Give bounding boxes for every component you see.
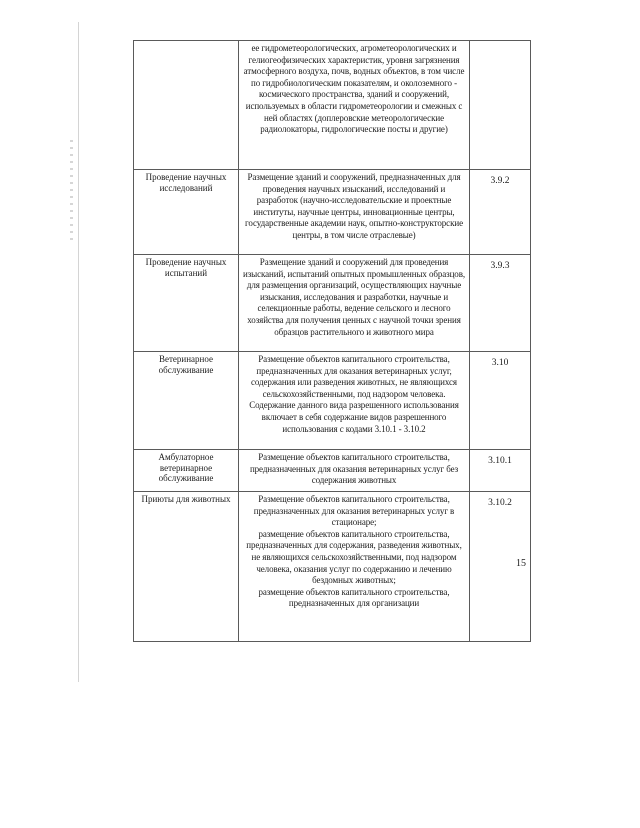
scan-edge-line [78,22,79,682]
table-row [134,41,531,170]
use-name-cell: Приюты для животных [134,492,239,642]
description-paragraph: размещение объектов капитального строительства, предназначенных для организации [258,586,450,609]
use-name-cell: Ветеринарное обслуживание [134,352,239,450]
use-description-cell: Размещение объектов капитального строительства, предназначенных для оказания ветеринарных услуг без содержания животных [239,450,470,492]
use-code-cell [470,41,531,170]
use-name-cell: Амбулаторное ветеринарное обслуживание [134,450,239,492]
table-row [134,492,531,642]
use-code-cell: 3.9.3 [470,255,531,352]
scan-edge-marks [70,140,73,240]
use-name-cell: Проведение научных испытаний [134,255,239,352]
use-description-cell [239,492,470,642]
use-code-cell: 3.9.2 [470,170,531,255]
use-code-cell: 3.10.2 [470,492,531,642]
use-name-cell: Проведение научных исследований [134,170,239,255]
table-row [134,170,531,255]
use-description-cell: ее гидрометеорологических, агрометеорологических и гелиогеофизических характеристик, уровня загрязнения атмосферного воздуха, почв, водных объектов, в том числе по гидробиологическим показателям, и околоземного - космического пространства, зданий и сооружений, используемых в области гидрометеорологии и смежных с ней областях (доплеровские метеорологические радиолокаторы, гидрологические посты и другие) [239,41,470,170]
use-description-cell: Размещение объектов капитального строительства, предназначенных для оказания ветеринарных услуг, содержания или разведения животных, не являющихся сельскохозяйственными, под надзором человека. Содержание данного вида разрешенного использования включает в себя содержание видов разрешенного использования с кодами 3.10.1 - 3.10.2 [239,352,470,450]
description-paragraph: Размещение объектов капитального строительства, предназначенных для оказания ветеринарных услуг в стационаре; [253,494,455,528]
page-number: 15 [516,558,526,569]
table-row [134,255,531,352]
table-row [134,352,531,450]
table-row [134,450,531,492]
use-name-cell [134,41,239,170]
description-paragraph: размещение объектов капитального строительства, предназначенных для содержания, разведения животных, не являющихся сельскохозяйственными, под надзором человека, оказания услуг по содержанию и лечению бездомных животных; [246,528,462,586]
use-description-cell: Размещение зданий и сооружений для проведения изысканий, испытаний опытных промышленных образцов, для размещения организаций, осуществляющих научные изыскания, исследования и разработки, научные и селекционные работы, ведение сельского и лесного хозяйства для получения ценных с научной точки зрения образцов растительного и животного мира [239,255,470,352]
use-code-cell: 3.10 [470,352,531,450]
use-description-cell: Размещение зданий и сооружений, предназначенных для проведения научных изысканий, исследований и разработок (научно-исследовательские и проектные институты, научные центры, инновационные центры, государственные академии наук, опытно-конструкторские центры, в том числе отраслевые) [239,170,470,255]
land-use-table [133,40,531,642]
use-code-cell: 3.10.1 [470,450,531,492]
